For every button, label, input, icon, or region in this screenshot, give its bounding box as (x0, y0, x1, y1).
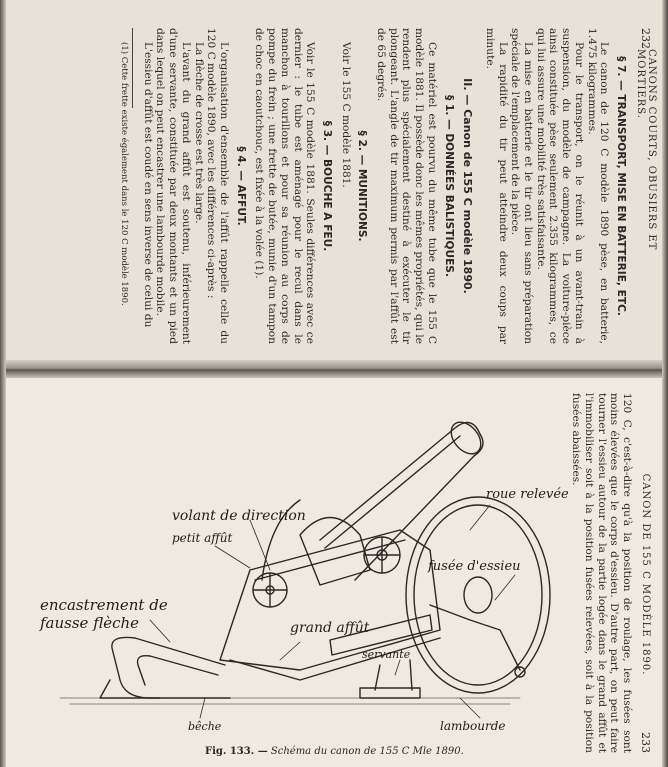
cannon-schematic-figure (0, 380, 668, 745)
figure-caption (205, 746, 464, 757)
section-heading: § 2. — MUNITIONS. (356, 130, 369, 242)
paragraph: L'organisation d'ensemble de l'affût rappelle celle du 120 C modèle 1890, avec les différences ci-après : (205, 28, 231, 344)
label-petit-affut: petit affût (172, 531, 233, 545)
paragraph: La rapidité du tir peut atteindre deux coups par minute. (483, 28, 509, 344)
section-heading: § 1. — DONNÉES BALISTIQUES. (442, 95, 455, 277)
footnote-rule (132, 28, 133, 108)
page-number: 232 (639, 28, 653, 49)
paragraph: 120 C, c'est-à-dire qu'à la position de roulage, les fusées sont moins élevées que le corps d'essieu. D'autre part, on peut faire tourner l'essieu autour de la partie logée dans le grand affût et l'immobiliser soit à la position fusées relevées, soit à la position fusées abaissées. (570, 393, 633, 753)
paragraph: L'avant du grand affût est soutenu, inférieurement d'une servante, constituée par deux montants et un pied dans lequel on peut encastrer une lambourde mobile. (154, 28, 192, 344)
figure-number: Fig. 133. — (205, 746, 268, 757)
paragraph: La flèche de crosse est très large. (192, 42, 205, 224)
paragraph: Ce matériel est pourvu du même tube que le 155 C modèle 1881. Il possède donc les mêmes propriétés, qui le rendent plus spécialement destiné à exécuter le tir plongeant. L'angle de tir maximum permis par l'affût est de 65 degrés. (375, 28, 438, 344)
page-232-column (119, 28, 633, 344)
label-volant-direction: volant de direction (172, 508, 306, 524)
paragraph: La mise en batterie et le tir ont lieu sans préparation spéciale de l'emplacement de la pièce. (509, 28, 535, 344)
paragraph: Le canon de 120 C modèle 1890 pèse, en batterie, 1.475 kilogrammes. (585, 28, 611, 344)
section-heading: § 7. — TRANSPORT, MISE EN BATTERIE, ETC. (615, 56, 627, 316)
running-head: CANONS COURTS, OBUSIERS ET MORTIERS. (635, 49, 657, 251)
footnote: (1) Cette frette existe également dans le 120 C modèle 1890. (119, 42, 130, 306)
label-beche: bêche (188, 720, 222, 733)
book-spine (0, 360, 668, 378)
paragraph: L'essieu d'affût est coudé en sens inverse de celui du (141, 42, 154, 328)
label-fusee-essieu: fusée d'essieu (428, 559, 521, 574)
servante-drawing (360, 660, 420, 698)
label-servante: servante (362, 648, 411, 661)
paragraph: Voir le 155 C modèle 1881. Seules différences avec ce dernier : le tube est aménagé pour le recul dans le manchon à tourillons et pour sa réunion au corps de pompe du frein ; une frette de butée, munie d'un tampon de choc en caoutchouc, est fixée à la volée (1). (253, 28, 317, 344)
label-fausse-fleche: fausse flèche (40, 614, 140, 632)
label-roue-relevee: roue relevée (486, 487, 569, 502)
label-lambourde: lambourde (440, 719, 506, 733)
section-heading: § 3. — BOUCHE A FEU. (320, 120, 333, 252)
page-232-header (637, 28, 655, 344)
page-number: 233 (639, 732, 653, 753)
trail-drawing (100, 637, 230, 698)
paragraph: Voir le 155 C modèle 1881. (339, 42, 352, 188)
paragraph: Pour le transport, on le réunit à un avant-train à suspension, du modèle de campagne. La voiture-pièce ainsi constituée pèse seulement 2.355 kilogrammes, ce qui lui assure une mobilité très satisfaisante. (534, 28, 585, 344)
crank-drawing (430, 605, 525, 677)
part-heading: II. — Canon de 155 C modèle 1890. (461, 78, 475, 294)
ground-line (60, 698, 520, 704)
running-head: CANON DE 155 C MODÈLE 1890. (640, 473, 652, 676)
label-grand-affut: grand affût (290, 620, 370, 636)
figure-caption-text: Schéma du canon de 155 C Mle 1890. (270, 746, 464, 757)
label-encastrement: encastrement de (40, 596, 168, 614)
section-heading: § 4. — AFFUT. (234, 146, 247, 226)
wheel-drawing (406, 497, 550, 693)
page-232-text (10, 28, 655, 344)
